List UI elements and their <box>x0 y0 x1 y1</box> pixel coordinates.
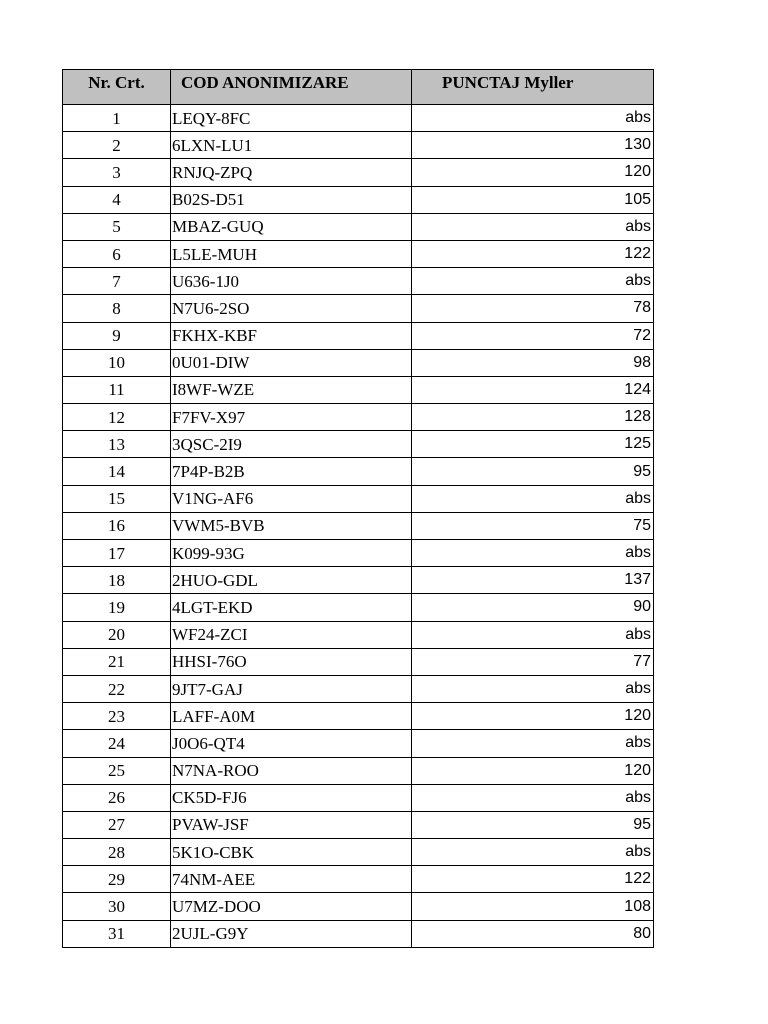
row-nr-crt: 17 <box>63 540 171 567</box>
row-punctaj: 120 <box>412 159 654 186</box>
row-nr-crt: 30 <box>63 893 171 920</box>
row-punctaj: abs <box>412 675 654 702</box>
row-nr-crt: 21 <box>63 648 171 675</box>
table-row <box>63 485 654 512</box>
row-nr-crt: 8 <box>63 295 171 322</box>
table-row <box>63 431 654 458</box>
row-cod-anonimizare: J0O6-QT4 <box>171 730 412 757</box>
table-row <box>63 322 654 349</box>
row-cod-anonimizare: 5K1O-CBK <box>171 839 412 866</box>
table-row <box>63 757 654 784</box>
row-nr-crt: 1 <box>63 105 171 132</box>
row-cod-anonimizare: WF24-ZCI <box>171 621 412 648</box>
table-row <box>63 811 654 838</box>
row-nr-crt: 15 <box>63 485 171 512</box>
table-row <box>63 730 654 757</box>
row-cod-anonimizare: U636-1J0 <box>171 268 412 295</box>
table-row <box>63 240 654 267</box>
row-punctaj: abs <box>412 540 654 567</box>
table-row <box>63 675 654 702</box>
row-cod-anonimizare: VWM5-BVB <box>171 512 412 539</box>
table-row <box>63 839 654 866</box>
table-row <box>63 295 654 322</box>
row-punctaj: 125 <box>412 431 654 458</box>
row-punctaj: 122 <box>412 240 654 267</box>
row-punctaj: 78 <box>412 295 654 322</box>
row-cod-anonimizare: 74NM-AEE <box>171 866 412 893</box>
table-row <box>63 703 654 730</box>
row-punctaj: abs <box>412 105 654 132</box>
row-cod-anonimizare: 2HUO-GDL <box>171 567 412 594</box>
row-nr-crt: 31 <box>63 920 171 947</box>
row-punctaj: 137 <box>412 567 654 594</box>
row-nr-crt: 19 <box>63 594 171 621</box>
table-row <box>63 159 654 186</box>
table-row <box>63 132 654 159</box>
row-punctaj: abs <box>412 268 654 295</box>
row-cod-anonimizare: LEQY-8FC <box>171 105 412 132</box>
table-row <box>63 594 654 621</box>
row-cod-anonimizare: B02S-D51 <box>171 186 412 213</box>
row-cod-anonimizare: RNJQ-ZPQ <box>171 159 412 186</box>
row-cod-anonimizare: N7U6-2SO <box>171 295 412 322</box>
row-nr-crt: 2 <box>63 132 171 159</box>
table-row <box>63 621 654 648</box>
table-row <box>63 512 654 539</box>
row-nr-crt: 26 <box>63 784 171 811</box>
table-row <box>63 567 654 594</box>
row-nr-crt: 6 <box>63 240 171 267</box>
table-row <box>63 213 654 240</box>
table-row <box>63 648 654 675</box>
row-cod-anonimizare: FKHX-KBF <box>171 322 412 349</box>
row-cod-anonimizare: U7MZ-DOO <box>171 893 412 920</box>
row-nr-crt: 27 <box>63 811 171 838</box>
row-nr-crt: 13 <box>63 431 171 458</box>
table-row <box>63 920 654 947</box>
row-nr-crt: 18 <box>63 567 171 594</box>
row-cod-anonimizare: K099-93G <box>171 540 412 567</box>
row-cod-anonimizare: CK5D-FJ6 <box>171 784 412 811</box>
table-row <box>63 186 654 213</box>
table-header <box>63 70 654 105</box>
row-nr-crt: 10 <box>63 349 171 376</box>
row-punctaj: 72 <box>412 322 654 349</box>
row-punctaj: abs <box>412 213 654 240</box>
row-punctaj: 122 <box>412 866 654 893</box>
table-row <box>63 404 654 431</box>
row-nr-crt: 25 <box>63 757 171 784</box>
row-cod-anonimizare: N7NA-ROO <box>171 757 412 784</box>
row-punctaj: 120 <box>412 757 654 784</box>
row-punctaj: abs <box>412 730 654 757</box>
row-nr-crt: 24 <box>63 730 171 757</box>
table-row <box>63 105 654 132</box>
row-nr-crt: 28 <box>63 839 171 866</box>
row-punctaj: 128 <box>412 404 654 431</box>
row-punctaj: 95 <box>412 811 654 838</box>
row-punctaj: 98 <box>412 349 654 376</box>
row-punctaj: 95 <box>412 458 654 485</box>
row-punctaj: abs <box>412 485 654 512</box>
row-cod-anonimizare: 3QSC-2I9 <box>171 431 412 458</box>
header-cod-anonimizare: COD ANONIMIZARE <box>171 70 412 105</box>
row-cod-anonimizare: 4LGT-EKD <box>171 594 412 621</box>
row-nr-crt: 20 <box>63 621 171 648</box>
row-cod-anonimizare: 7P4P-B2B <box>171 458 412 485</box>
table-row <box>63 540 654 567</box>
row-punctaj: abs <box>412 839 654 866</box>
row-punctaj: 120 <box>412 703 654 730</box>
row-cod-anonimizare: 0U01-DIW <box>171 349 412 376</box>
row-cod-anonimizare: PVAW-JSF <box>171 811 412 838</box>
row-nr-crt: 9 <box>63 322 171 349</box>
row-cod-anonimizare: L5LE-MUH <box>171 240 412 267</box>
table-body <box>63 105 654 948</box>
row-punctaj: abs <box>412 784 654 811</box>
row-cod-anonimizare: V1NG-AF6 <box>171 485 412 512</box>
row-cod-anonimizare: LAFF-A0M <box>171 703 412 730</box>
row-nr-crt: 29 <box>63 866 171 893</box>
table-row <box>63 866 654 893</box>
row-punctaj: 124 <box>412 376 654 403</box>
row-cod-anonimizare: F7FV-X97 <box>171 404 412 431</box>
table-row <box>63 458 654 485</box>
table-row <box>63 893 654 920</box>
row-cod-anonimizare: MBAZ-GUQ <box>171 213 412 240</box>
header-nr-crt: Nr. Crt. <box>63 70 171 105</box>
row-cod-anonimizare: I8WF-WZE <box>171 376 412 403</box>
row-punctaj: 75 <box>412 512 654 539</box>
row-punctaj: 80 <box>412 920 654 947</box>
row-punctaj: 108 <box>412 893 654 920</box>
row-punctaj: 105 <box>412 186 654 213</box>
row-cod-anonimizare: HHSI-76O <box>171 648 412 675</box>
row-punctaj: 90 <box>412 594 654 621</box>
row-nr-crt: 5 <box>63 213 171 240</box>
row-cod-anonimizare: 6LXN-LU1 <box>171 132 412 159</box>
row-punctaj: 77 <box>412 648 654 675</box>
row-nr-crt: 14 <box>63 458 171 485</box>
row-nr-crt: 11 <box>63 376 171 403</box>
row-cod-anonimizare: 9JT7-GAJ <box>171 675 412 702</box>
table-row <box>63 349 654 376</box>
header-row <box>63 70 654 105</box>
row-punctaj: 130 <box>412 132 654 159</box>
header-punctaj: PUNCTAJ Myller <box>412 70 654 105</box>
row-cod-anonimizare: 2UJL-G9Y <box>171 920 412 947</box>
row-punctaj: abs <box>412 621 654 648</box>
row-nr-crt: 16 <box>63 512 171 539</box>
row-nr-crt: 7 <box>63 268 171 295</box>
row-nr-crt: 22 <box>63 675 171 702</box>
row-nr-crt: 3 <box>63 159 171 186</box>
row-nr-crt: 12 <box>63 404 171 431</box>
table-row <box>63 376 654 403</box>
results-table <box>62 69 654 948</box>
row-nr-crt: 23 <box>63 703 171 730</box>
table-row <box>63 268 654 295</box>
row-nr-crt: 4 <box>63 186 171 213</box>
table-row <box>63 784 654 811</box>
